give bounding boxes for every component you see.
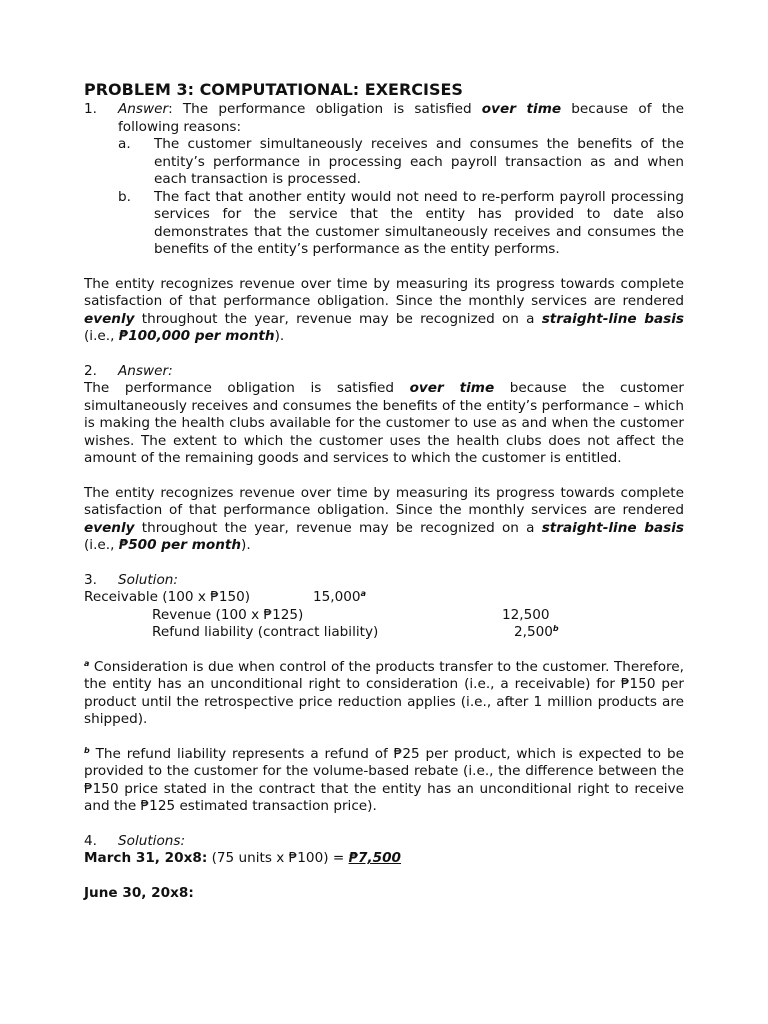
journal-entry-debit <box>84 589 684 607</box>
account-name: Refund liability (contract liability) <box>152 624 379 640</box>
paragraph-2: The entity recognizes revenue over time by measuring its progress towards complete satisfaction of that performance obligation. Since the monthly services are rendered evenly throughout the year, revenue may be recognized on a straight-line basis (i.e., ₱500 per month). <box>84 484 684 553</box>
result-amount: ₱7,500 <box>348 850 402 866</box>
journal-entry-credit <box>84 624 684 642</box>
account-name: Receivable (100 x ₱150) <box>84 589 251 605</box>
footnote-b: $^b$ The refund liability represents a refund of ₱25 per product, which is expected to be provided to the customer for the volume-based rebate (i.e., the difference between the ₱150 price stated in the contract that the entity has an unconditional right to receive and the ₱125 estimated transaction price). <box>84 745 684 814</box>
reason-a-text: The customer simultaneously receives and consumes the benefits of the entity’s performance in processing each payroll transaction as and when each transaction is processed. <box>154 136 684 187</box>
answer-2-text: The performance obligation is satisfied over time because the customer simultaneously receives and consumes the benefits of the entity’s performance – which is making the health clubs available for the customer to use as and when the customer wishes. The extent to which the customer uses the health clubs does not affect the amount of the remaining goods and services to which the customer is entitled. <box>84 380 684 466</box>
reason-b-text: The fact that another entity would not need to re-perform payroll processing services for the service that the entity has provided to date also demonstrates that the customer simultaneously receives and consumes the benefits of the entity’s performance as the entity performs. <box>154 188 684 257</box>
answer-1-text: Answer: The performance obligation is satisfied over time because of the following reasons: <box>118 101 684 135</box>
journal-entry-credit <box>84 607 684 625</box>
footnote-a: $^a$ Consideration is due when control of the products transfer to the customer. Therefore, the entity has an unconditional right to consideration (i.e., a receivable) for ₱150 per product until the retrospective price reduction applies (i.e., after 1 million products are shipped). <box>84 658 684 727</box>
reason-b: b. The fact that another entity would not need to re-perform payroll processing services for the service that the entity has provided to date also demonstrates that the customer simultaneously receives and consumes the benefits of the entity’s performance as the entity performs. <box>118 188 684 257</box>
document-page <box>84 80 684 902</box>
paragraph-1: The entity recognizes revenue over time by measuring its progress towards complete satisfaction of that performance obligation. Since the monthly services are rendered evenly throughout the year, revenue may be recognized on a straight-line basis (i.e., ₱100,000 per month). <box>84 275 684 344</box>
calculation-march: March 31, 20x8: (75 units x ₱100) = ₱7,500 <box>84 850 402 866</box>
debit-amount: 15,000$^a$ <box>313 589 366 605</box>
answer-1 <box>84 101 684 136</box>
reason-a: a. The customer simultaneously receives and consumes the benefits of the entity’s performance in processing each payroll transaction as and when each transaction is processed. <box>118 136 684 187</box>
solution-3-heading: 3. Solution: <box>84 571 178 588</box>
solution-4-heading: 4. Solutions: <box>84 832 186 849</box>
page-title: PROBLEM 3: COMPUTATIONAL: EXERCISES <box>84 80 463 99</box>
account-name: Revenue (100 x ₱125) <box>152 606 304 623</box>
credit-amount: 12,500 <box>502 606 550 623</box>
calculation-june: June 30, 20x8: <box>84 884 194 901</box>
credit-amount: 2,500$^b$ <box>514 624 559 640</box>
answer-2-heading: 2. Answer: <box>84 362 173 379</box>
item-number: 1. <box>84 101 97 117</box>
